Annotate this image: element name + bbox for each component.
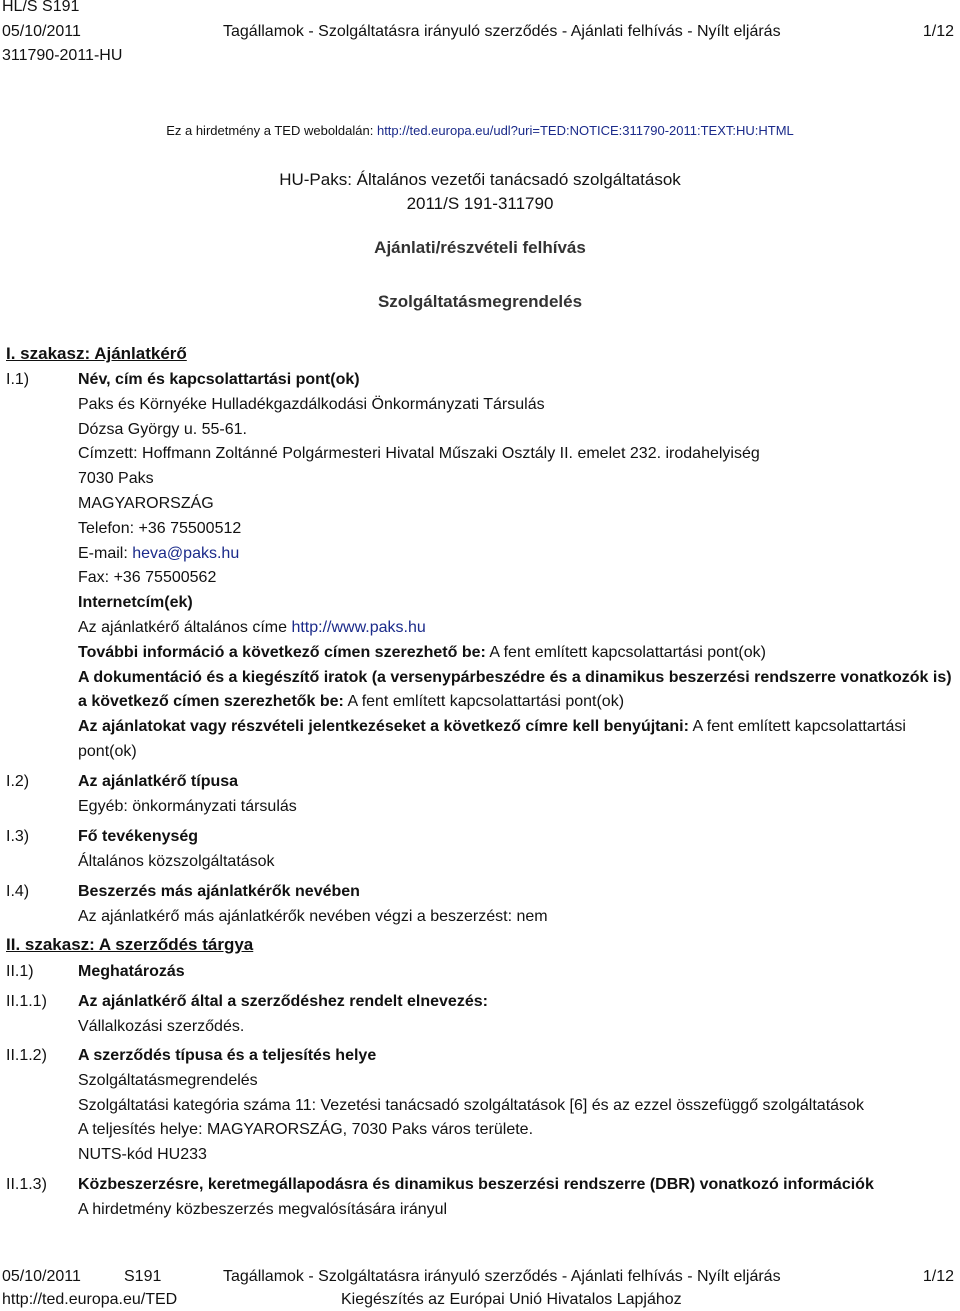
internet-label: Internetcím(ek) bbox=[78, 594, 193, 612]
section-i2 bbox=[6, 770, 956, 820]
section-1-heading: I. szakasz: Ajánlatkérő bbox=[6, 344, 187, 363]
section-number: I.3) bbox=[6, 828, 30, 845]
more-info-label: További információ a következő címen szerezhető be: bbox=[78, 643, 486, 661]
submission-value: A fent említett kapcsolattartási pont(ok) bbox=[78, 718, 906, 760]
documents-value: A fent említett kapcsolattartási pont(ok) bbox=[343, 693, 625, 711]
footer-title: Tagállamok - Szolgáltatásra irányuló szerződés - Ajánlati felhívás - Nyílt eljárás bbox=[223, 1268, 781, 1285]
section-ii13 bbox=[6, 1173, 956, 1223]
authority-email-line bbox=[78, 542, 956, 567]
section-number: II.1.3) bbox=[6, 1176, 47, 1193]
header-notice-id: 311790-2011-HU bbox=[2, 47, 123, 64]
header-date: 05/10/2011 bbox=[2, 23, 81, 40]
general-address-line bbox=[78, 616, 956, 641]
header-title: Tagállamok - Szolgáltatásra irányuló szerződés - Ajánlati felhívás - Nyílt eljárás bbox=[223, 23, 781, 40]
email-label: E-mail: bbox=[78, 544, 133, 562]
footer-supplement: Kiegészítés az Európai Unió Hivatalos Lapjához bbox=[341, 1291, 682, 1308]
contract-type: Szolgáltatásmegrendelés bbox=[377, 292, 583, 311]
authority-city: 7030 Paks bbox=[78, 470, 154, 488]
section-number: I.4) bbox=[6, 883, 30, 900]
section-i4 bbox=[6, 880, 956, 930]
more-info-value: A fent említett kapcsolattartási pont(ok) bbox=[485, 643, 766, 661]
general-address-label: Az ajánlatkérő általános címe bbox=[78, 618, 292, 636]
section-value: Általános közszolgáltatások bbox=[78, 852, 275, 870]
header-page-number: 1/12 bbox=[922, 23, 954, 40]
section-i1 bbox=[6, 368, 956, 765]
authority-fax: Fax: +36 75500562 bbox=[78, 569, 217, 587]
footer-site: http://ted.europa.eu/TED bbox=[2, 1291, 178, 1308]
section-label: Az ajánlatkérő típusa bbox=[78, 773, 239, 790]
footer-date: 05/10/2011 bbox=[2, 1268, 81, 1285]
section-label: Közbeszerzésre, keretmegállapodásra és dinamikus beszerzési rendszerre (DBR) vonatkozó információk bbox=[78, 1176, 874, 1193]
contract-kind: Szolgáltatásmegrendelés bbox=[78, 1071, 258, 1089]
section-value: Az ajánlatkérő más ajánlatkérők nevében végzi a beszerzést: nem bbox=[78, 907, 548, 925]
section-label: Név, cím és kapcsolattartási pont(ok) bbox=[78, 371, 360, 388]
authority-attention: Címzett: Hoffmann Zoltánné Polgármesteri Hivatal Műszaki Osztály II. emelet 232. irodahelyiség bbox=[78, 445, 760, 463]
section-value: Egyéb: önkormányzati társulás bbox=[78, 797, 297, 815]
performance-place: A teljesítés helye: MAGYARORSZÁG, 7030 Paks város területe. bbox=[78, 1121, 534, 1139]
page-footer bbox=[0, 1264, 960, 1311]
section-number: I.2) bbox=[6, 773, 30, 790]
section-ii11 bbox=[6, 990, 956, 1040]
nuts-code: NUTS-kód HU233 bbox=[78, 1146, 207, 1164]
documents-line bbox=[78, 666, 956, 716]
header-doc-ref: HL/S S191 bbox=[2, 0, 80, 15]
service-category: Szolgáltatási kategória száma 11: Vezetési tanácsadó szolgáltatások [6] és az ezzel összefüggő szolgáltatások bbox=[78, 1096, 864, 1114]
general-address-link[interactable]: http://www.paks.hu bbox=[291, 618, 426, 636]
section-label: Meghatározás bbox=[78, 963, 185, 980]
footer-series: S191 bbox=[124, 1268, 162, 1285]
section-value: Vállalkozási szerződés. bbox=[78, 1017, 245, 1035]
section-ii12 bbox=[6, 1044, 956, 1168]
notice-title: HU-Paks: Általános vezetői tanácsadó szolgáltatások bbox=[279, 170, 681, 189]
ted-url-prefix: Ez a hirdetmény a TED weboldalán: bbox=[166, 123, 377, 138]
page-header bbox=[0, 0, 960, 72]
section-2-heading: II. szakasz: A szerződés tárgya bbox=[6, 935, 254, 954]
section-label: Fő tevékenység bbox=[78, 828, 199, 845]
more-info-line bbox=[78, 641, 956, 666]
section-label: Az ajánlatkérő által a szerződéshez rendelt elnevezés: bbox=[78, 993, 488, 1010]
section-value: A hirdetmény közbeszerzés megvalósítására irányul bbox=[78, 1200, 448, 1218]
section-label: A szerződés típusa és a teljesítés helye bbox=[78, 1047, 377, 1064]
section-number: II.1) bbox=[6, 963, 34, 980]
section-i3 bbox=[6, 825, 956, 875]
authority-country: MAGYARORSZÁG bbox=[78, 494, 214, 512]
authority-name: Paks és Környéke Hulladékgazdálkodási Önkormányzati Társulás bbox=[78, 395, 545, 413]
footer-page-number: 1/12 bbox=[922, 1268, 954, 1285]
section-label: Beszerzés más ajánlatkérők nevében bbox=[78, 883, 360, 900]
notice-number: 2011/S 191-311790 bbox=[406, 194, 554, 213]
email-link[interactable]: heva@paks.hu bbox=[132, 544, 240, 562]
authority-phone: Telefon: +36 75500512 bbox=[78, 519, 242, 537]
ted-url-link[interactable]: http://ted.europa.eu/udl?uri=TED:NOTICE:311790-2011:TEXT:HU:HTML bbox=[376, 123, 794, 138]
section-ii1 bbox=[6, 960, 956, 985]
ted-url-line bbox=[0, 123, 960, 138]
notice-type: Ajánlati/részvételi felhívás bbox=[374, 238, 586, 257]
section-number: II.1.1) bbox=[6, 993, 47, 1010]
documents-label: A dokumentáció és a kiegészítő iratok (a versenypárbeszédre és a dinamikus beszerzési rendszerre vonatkozók is) a következő címen szerezhetők be: bbox=[78, 668, 952, 711]
section-number: II.1.2) bbox=[6, 1047, 47, 1064]
section-number: I.1) bbox=[6, 371, 30, 388]
submission-line bbox=[78, 715, 956, 765]
authority-street: Dózsa György u. 55-61. bbox=[78, 420, 247, 438]
submission-label: Az ajánlatokat vagy részvételi jelentkezéseket a következő címre kell benyújtani: bbox=[78, 718, 689, 736]
